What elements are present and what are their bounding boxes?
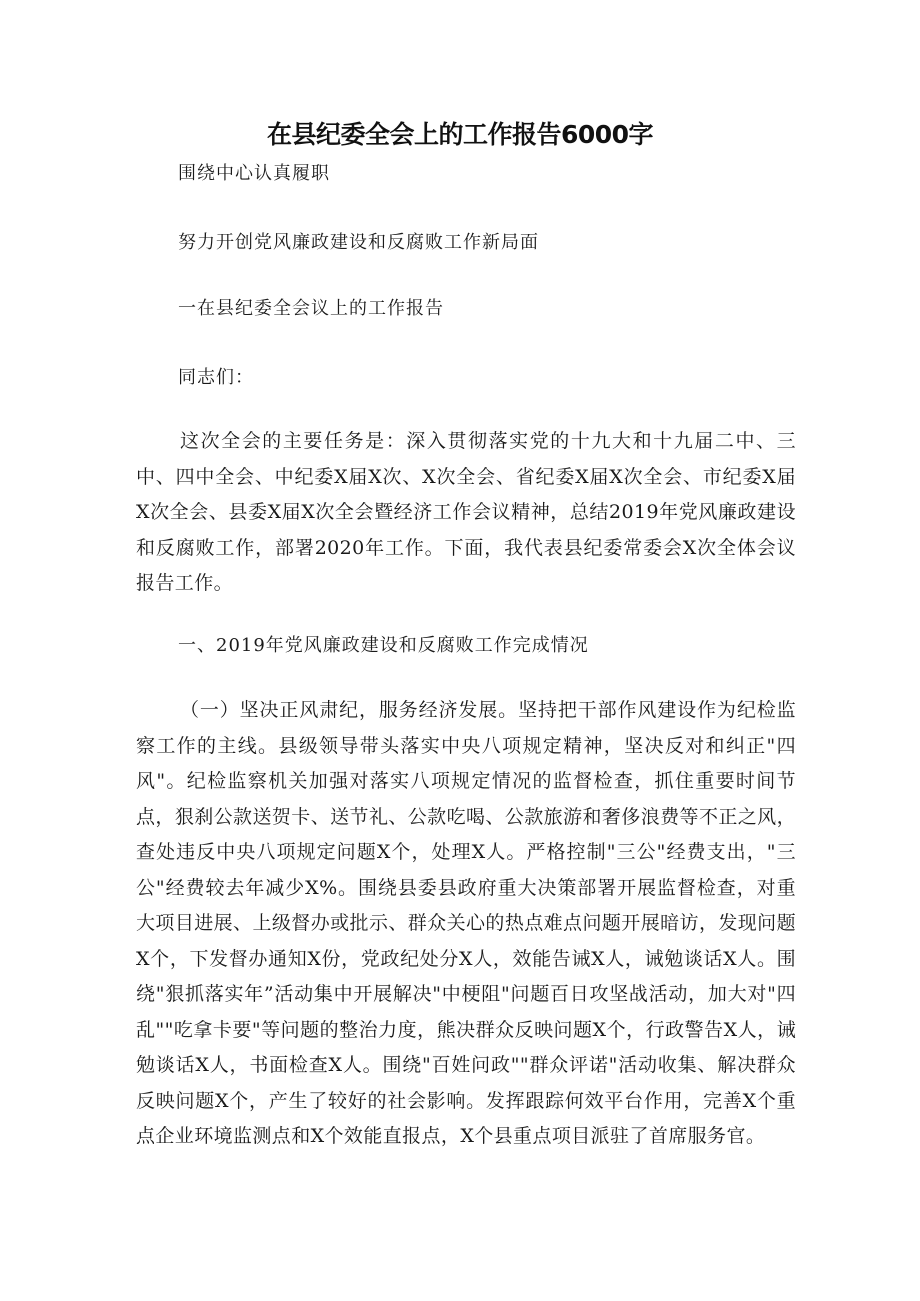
subtitle-line-3: 一在县纪委全会议上的工作报告 xyxy=(178,298,444,319)
document-title: 在县纪委全会上的工作报告6000字 xyxy=(266,120,654,149)
subtitle-line-2: 努力开创党风廉政建设和反腐败工作新局面 xyxy=(178,232,539,253)
section-heading: 一、2019年党风廉政建设和反腐败工作完成情况 xyxy=(178,635,589,656)
subtitle-line-1: 围绕中心认真履职 xyxy=(178,163,330,184)
salutation: 同志们： xyxy=(178,367,254,388)
intro-paragraph: 这次全会的主要任务是：深入贯彻落实党的十九大和十九届二中、三中、四中全会、中纪委X届X次、X次全会、省纪委X届X次全会、市纪委X届X次全会、县委X届X次全会暨经济工作会议精神，总结2019年党风廉政建设和反腐败工作，部署2020年工作。下面，我代表县纪委常委会X次全体会议报告工作。 xyxy=(136,430,796,594)
section-paragraph: （一）坚决正风肃纪，服务经济发展。坚持把干部作风建设作为纪检监察工作的主线。县级领导带头落实中央八项规定精神，坚决反对和纠正"四风"。纪检监察机关加强对落实八项规定情况的监督检查，抓住重要时间节点，狠刹公款送贺卡、送节礼、公款吃喝、公款旅游和奢侈浪费等不正之风，查处违反中央八项规定问题X个，处理X人。严格控制"三公"经费支出，"三公"经费较去年减少X%。围绕县委县政府重大决策部署开展监督检查，对重大项目进展、上级督办或批示、群众关心的热点难点问题开展暗访，发现问题X个，下发督办通知X份，党政纪处分X人，效能告诫X人，诫勉谈话X人。围绕"狠抓落实年”活动集中开展解决"中梗阻"问题百日攻坚战活动，加大对"四乱""吃拿卡要"等问题的整治力度，熊决群众反映问题X个，行政警告X人，诫勉谈话X人，书面检查X人。围绕"百姓问政""群众评诺"活动收集、解决群众反映问题X个，产生了较好的社会影响。发挥跟踪何效平台作用，完善X个重点企业环境监测点和X个效能直报点，X个县重点项目派驻了首席服务官。 xyxy=(136,699,796,1147)
